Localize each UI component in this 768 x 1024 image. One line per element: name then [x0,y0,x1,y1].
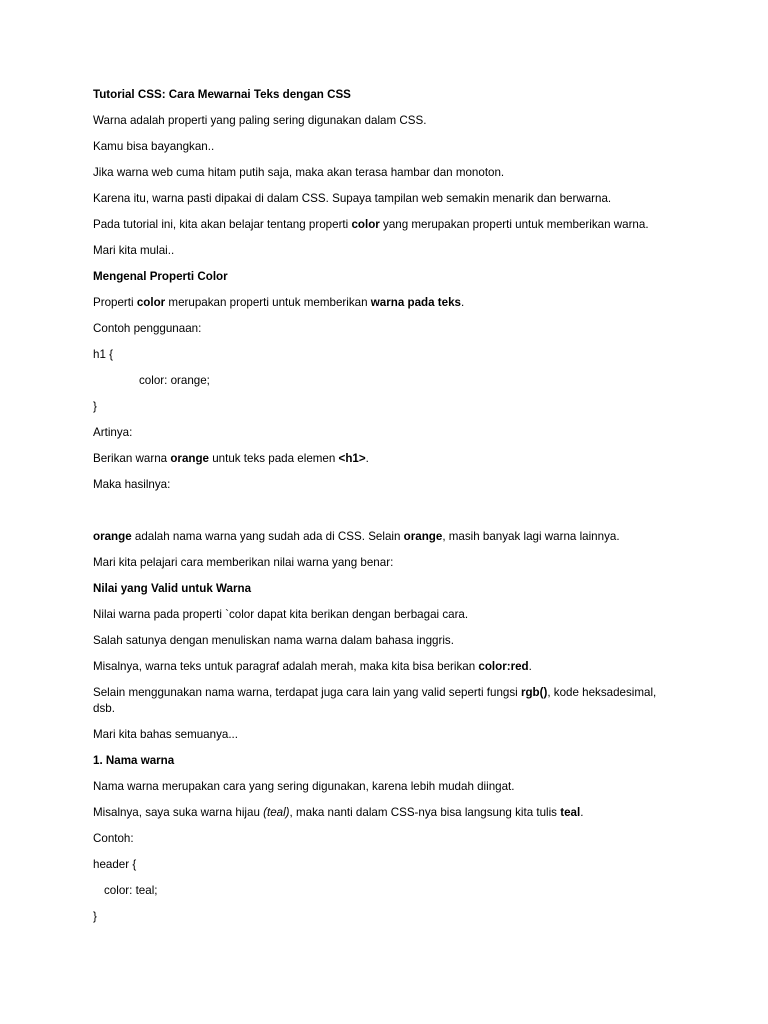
paragraph: Contoh penggunaan: [93,322,202,335]
bold-term: orange [93,530,132,543]
section-heading: Mengenal Properti Color [93,270,228,283]
paragraph [93,805,673,821]
paragraph: Artinya: [93,426,133,439]
code-line: } [93,400,97,413]
code-line: } [93,910,97,923]
text-run: yang merupakan properti untuk memberikan warna. [379,218,649,231]
paragraph: Jika warna web cuma hitam putih saja, maka akan terasa hambar dan monoton. [93,166,505,179]
section-heading: 1. Nama warna [93,754,175,767]
bold-term: orange [403,530,443,543]
bold-term: orange [170,452,209,465]
bold-term: warna pada teks [370,296,461,309]
text-run: Misalnya, saya suka warna hijau [93,806,264,819]
text-run: . [528,660,532,673]
bold-term: color [136,296,166,309]
paragraph: Contoh: [93,832,134,845]
document-content [93,87,673,935]
text-run: . [460,296,465,309]
italic-term: (teal) [263,806,290,819]
paragraph [93,685,673,717]
text-run: adalah nama warna yang sudah ada di CSS. Selain [131,530,404,543]
code-line: h1 { [93,348,113,361]
text-run: Selain menggunakan nama warna, terdapat juga cara lain yang valid seperti fungsi [93,686,521,699]
paragraph [93,295,673,311]
paragraph: Warna adalah properti yang paling sering digunakan dalam CSS. [93,114,427,127]
paragraph: Nilai warna pada properti `color dapat kita berikan dengan berbagai cara. [93,608,469,621]
text-run: , kode heksadesimal, dsb. [93,686,660,715]
code-line: color: orange; [139,374,210,387]
document-title: Tutorial CSS: Cara Mewarnai Teks dengan CSS [93,88,351,101]
paragraph: Karena itu, warna pasti dipakai di dalam CSS. Supaya tampilan web semakin menarik dan berwarna. [93,192,612,205]
paragraph [93,451,673,467]
bold-term: <h1> [338,452,366,465]
paragraph: Kamu bisa bayangkan.. [93,140,215,153]
text-run: . [580,806,584,819]
paragraph: Mari kita mulai.. [93,244,175,257]
bold-term: rgb() [520,686,548,699]
paragraph [93,529,673,545]
paragraph: Mari kita pelajari cara memberikan nilai warna yang benar: [93,556,394,569]
bold-term: teal [560,806,581,819]
paragraph: Maka hasilnya: [93,478,171,491]
text-run: . [365,452,369,465]
result-image-placeholder [93,503,673,529]
text-run: merupakan properti untuk memberikan [165,296,371,309]
paragraph [93,659,673,675]
text-run: , masih banyak lagi warna lainnya. [442,530,620,543]
text-run: Berikan warna [93,452,171,465]
code-line: color: teal; [104,884,158,897]
paragraph: Salah satunya dengan menuliskan nama warna dalam bahasa inggris. [93,634,454,647]
paragraph: Nama warna merupakan cara yang sering digunakan, karena lebih mudah diingat. [93,780,515,793]
paragraph: Mari kita bahas semuanya... [93,728,238,741]
text-run: Pada tutorial ini, kita akan belajar tentang properti [93,218,352,231]
text-run: , maka nanti dalam CSS-nya bisa langsung kita tulis [289,806,561,819]
bold-term: color [351,218,380,231]
text-run: Misalnya, warna teks untuk paragraf adalah merah, maka kita bisa berikan [93,660,479,673]
paragraph [93,217,673,233]
bold-term: color:red [478,660,529,673]
section-heading: Nilai yang Valid untuk Warna [93,582,252,595]
code-line: header { [93,858,137,871]
text-run: untuk teks pada elemen [209,452,339,465]
text-run: Properti [93,296,137,309]
